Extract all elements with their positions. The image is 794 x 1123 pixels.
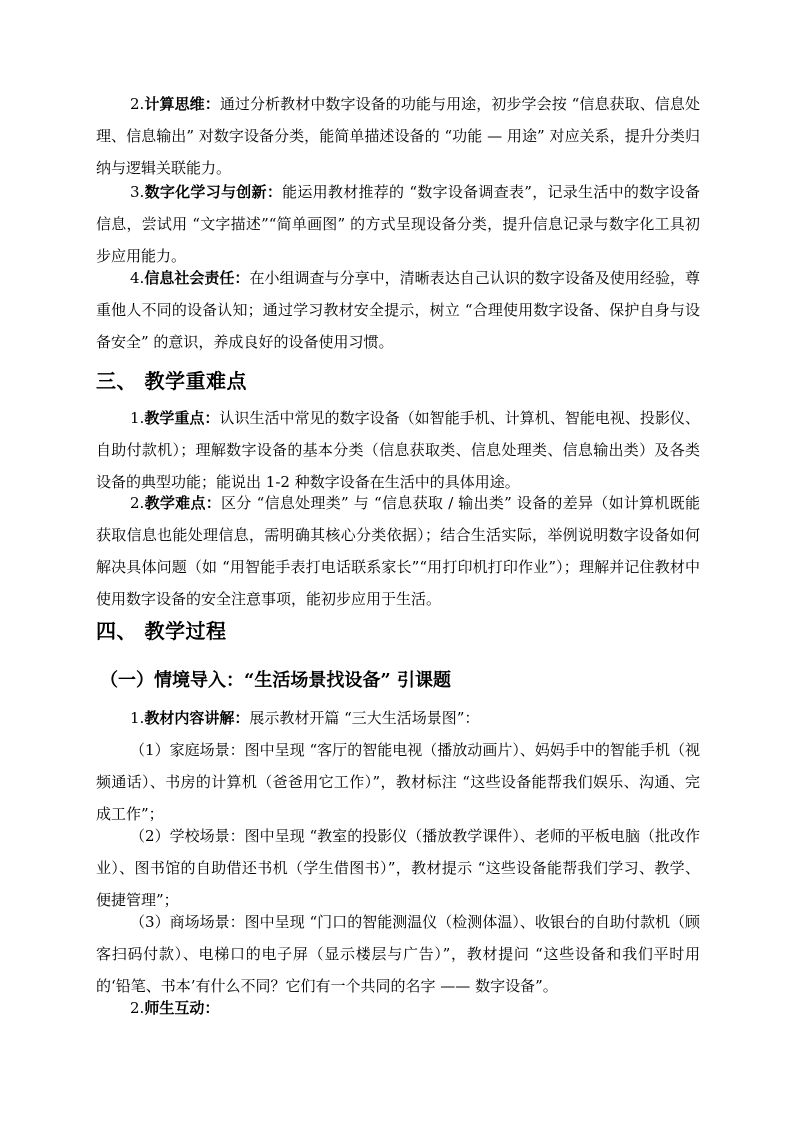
item-label: 教材内容讲解：: [144, 709, 250, 727]
scene-mall: [96, 906, 700, 1002]
scene-text: （3）商场场景：图中呈现 “门口的智能测温仪（检测体温）、收银台的自助付款机（顾客扫码付款）、电梯口的电子屏（显示楼层与广告）”，教材提问 “这些设备和我们平时用的‘铅笔、书本’有什么不同？它们有一个共同的名字 —— 数字设备”。: [96, 913, 700, 995]
item-social-responsibility: [96, 262, 700, 358]
item-teaching-difficulty: [96, 487, 700, 615]
item-number: 1.: [130, 709, 145, 727]
item-teacher-student-interaction: [96, 992, 700, 1024]
item-teaching-focus: [96, 402, 700, 498]
item-number: 1.: [130, 409, 145, 427]
section-heading-teaching-process: 四、 教学过程: [96, 619, 227, 643]
item-number: 3.: [130, 183, 145, 201]
scene-home: [96, 734, 700, 830]
item-text: 区分 “信息处理类” 与 “信息获取 / 输出类” 设备的差异（如计算机既能获取信息也能处理信息，需明确其核心分类依据）；结合生活实际，举例说明数字设备如何解决具体问题（如 “用智能手表打电话联系家长”“用打印机打印作业”）；理解并记住教材中使用数字设备的安全注意事项，能初步应用于生活。: [96, 494, 700, 608]
item-computational-thinking: [96, 88, 700, 184]
subsection-heading-intro: （一）情境导入：“生活场景找设备” 引课题: [100, 670, 451, 691]
item-text: 展示教材开篇 “三大生活场景图”：: [249, 709, 480, 727]
item-textbook-explanation: [96, 702, 700, 734]
item-text: 能运用教材推荐的 “数字设备调查表”，记录生活中的数字设备信息，尝试用 “文字描述”“简单画图” 的方式呈现设备分类，提升信息记录与数字化工具初步应用能力。: [96, 183, 700, 265]
item-label: 教学难点：: [144, 494, 222, 512]
item-label: 计算思维：: [144, 95, 220, 113]
scene-text: （2）学校场景：图中呈现 “教室的投影仪（播放教学课件）、老师的平板电脑（批改作业）、图书馆的自助借还书机（学生借图书）”，教材提示 “这些设备能帮我们学习、教学、便捷管理”；: [96, 827, 700, 909]
item-text: 认识生活中常见的数字设备（如智能手机、计算机、智能电视、投影仪、自助付款机）；理解数字设备的基本分类（信息获取类、信息处理类、信息输出类）及各类设备的典型功能；能说出 1-2 种数字设备在生活中的具体用途。: [96, 409, 700, 491]
item-number: 2.: [130, 494, 145, 512]
item-label: 教学重点：: [144, 409, 220, 427]
item-label: 数字化学习与创新：: [144, 183, 283, 201]
item-number: 4.: [130, 269, 145, 287]
scene-school: [96, 820, 700, 916]
item-number: 2.: [130, 999, 145, 1017]
item-number: 2.: [130, 95, 145, 113]
scene-text: （1）家庭场景：图中呈现 “客厅的智能电视（播放动画片）、妈妈手中的智能手机（视频通话）、书房的计算机（爸爸用它工作）”，教材标注 “这些设备能帮我们娱乐、沟通、完成工作”；: [96, 741, 700, 823]
item-label: 师生互动：: [144, 999, 220, 1017]
item-digital-learning: [96, 176, 700, 272]
item-text: 通过分析教材中数字设备的功能与用途，初步学会按 “信息获取、信息处理、信息输出” 对数字设备分类，能简单描述设备的 “功能 — 用途” 对应关系，提升分类归纳与逻辑关联能力。: [96, 95, 700, 177]
section-heading-key-difficult-points: 三、 教学重难点: [96, 369, 247, 393]
item-text: 在小组调查与分享中，清晰表达自己认识的数字设备及使用经验，尊重他人不同的设备认知；通过学习教材安全提示，树立 “合理使用数字设备、保护自身与设备安全” 的意识，养成良好的设备使用习惯。: [96, 269, 700, 351]
item-label: 信息社会责任：: [144, 269, 250, 287]
